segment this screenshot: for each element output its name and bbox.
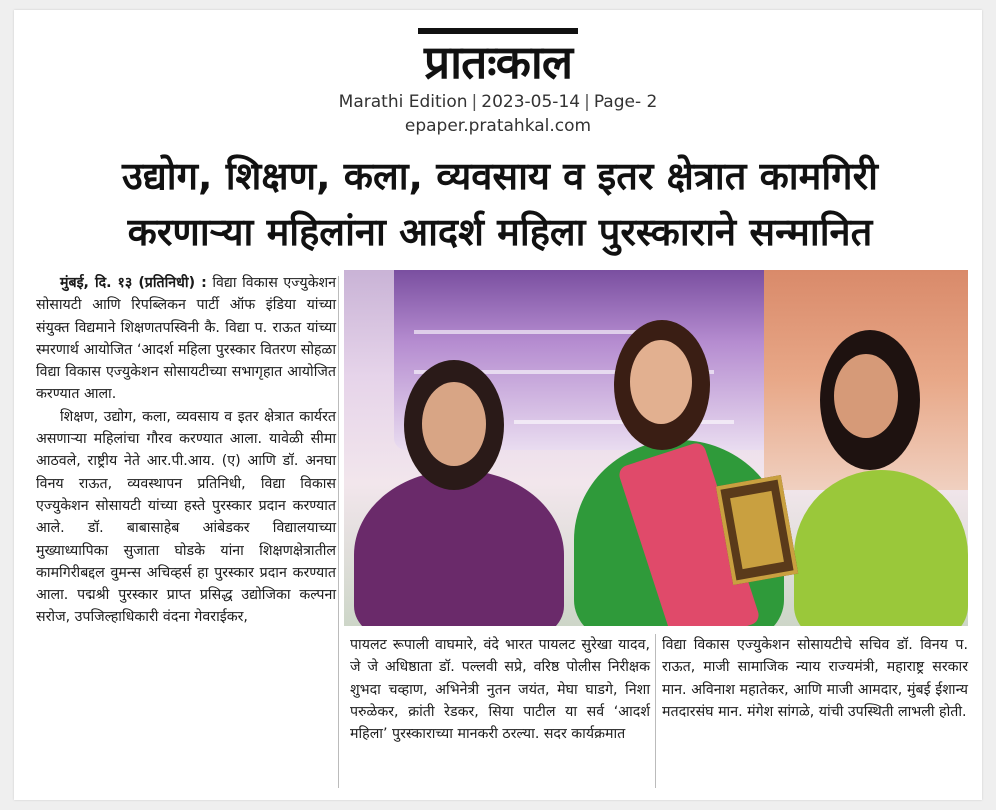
article-paragraph-1	[36, 272, 336, 406]
article-column-middle	[350, 634, 650, 745]
column-divider	[655, 634, 656, 788]
website-link[interactable]: epaper.pratahkal.com	[404, 116, 592, 136]
article-paragraph-4: विद्या विकास एज्युकेशन सोसायटीचे सचिव डॉ. विनय प. राऊत, माजी सामाजिक न्याय राज्यमंत्री, महाराष्ट्र सरकार मान. अविनाश महातेकर, आणि माजी आमदार, मुंबई ईशान्य मतदारसंघ मान. मंगेश सांगळे, यांची उपस्थिती लाभली होती.	[662, 637, 968, 720]
article-column-left	[36, 272, 336, 629]
dateline: मुंबई, दि. १३ (प्रतिनिधी) :	[60, 275, 207, 291]
article-headline	[30, 148, 970, 260]
edition-info	[14, 92, 982, 112]
edition-name: Marathi Edition	[338, 92, 468, 112]
edition-date: 2023-05-14	[481, 92, 581, 112]
woman-center-face	[630, 340, 692, 424]
woman-left-face	[422, 382, 486, 466]
article-column-right	[662, 634, 968, 723]
plaque-face	[730, 491, 784, 569]
page-number: Page- 2	[593, 92, 658, 112]
award-ceremony-photo	[344, 270, 968, 626]
headline-line-1: उद्योग, शिक्षण, कला, व्यवसाय व इतर क्षेत्रात कामगिरी	[122, 154, 878, 198]
woman-right-face	[834, 354, 898, 438]
paragraph-1-text: विद्या विकास एज्युकेशन सोसायटी आणि रिपब्लिकन पार्टी ऑफ इंडिया यांच्या संयुक्त विद्यमाने शिक्षणतपस्विनी कै. विद्या प. राऊत यांच्या स्मरणार्थ आयोजित ‘आदर्श महिला पुरस्कार वितरण सोहळा विद्या विकास एज्युकेशन सोसायटीच्या सभागृहात आयोजित करण्यात आला.	[36, 275, 336, 403]
masthead	[14, 28, 982, 90]
woman-left-saree	[354, 470, 564, 626]
headline-line-2: करणाऱ्या महिलांना आदर्श महिला पुरस्काराने सन्मानित	[127, 210, 873, 254]
article-paragraph-3: पायलट रूपाली वाघमारे, वंदे भारत पायलट सुरेखा यादव, जे जे अधिष्ठाता डॉ. पल्लवी सप्रे, वरिष्ठ पोलीस निरीक्षक शुभदा चव्हाण, अभिनेत्री नुतन जयंत, मेघा घाडगे, निशा परुळेकर, क्रांती रेडकर, सिया पाटील या सर्व ‘आदर्श महिला’ पुरस्काराच्या मानकरी ठरल्या. सदर कार्यक्रमात	[350, 637, 650, 743]
article-paragraph-2: शिक्षण, उद्योग, कला, व्यवसाय व इतर क्षेत्रात कार्यरत असणाऱ्या महिलांचा गौरव करण्यात आला. यावेळी सीमा आठवले, राष्ट्रीय नेते आर.पी.आय. (ए) आणि डॉ. अनघा विनय राऊत, व्यवस्थापन प्रतिनिधी, विद्या विकास एज्युकेशन सोसायटी यांच्या हस्ते पुरस्कार प्रदान करण्यात आले. डॉ. बाबासाहेब आंबेडकर विद्यालयाच्या मुख्याध्यापिका सुजाता घोडके यांना शिक्षणक्षेत्रातील कामगिरीबद्दल वुमन्स अचिव्हर्स हा पुरस्कार प्रदान करण्यात आला. पद्मश्री पुरस्कार प्राप्त प्रसिद्ध उद्योजिका कल्पना सरोज, उपजिल्हाधिकारी वंदना गेवराईकर,	[36, 408, 336, 626]
newspaper-page	[14, 10, 982, 800]
column-divider	[338, 276, 339, 788]
newspaper-logo: प्रातःकाल	[418, 28, 578, 90]
separator: |	[584, 92, 590, 112]
separator: |	[471, 92, 478, 112]
woman-right-saree	[794, 470, 968, 626]
